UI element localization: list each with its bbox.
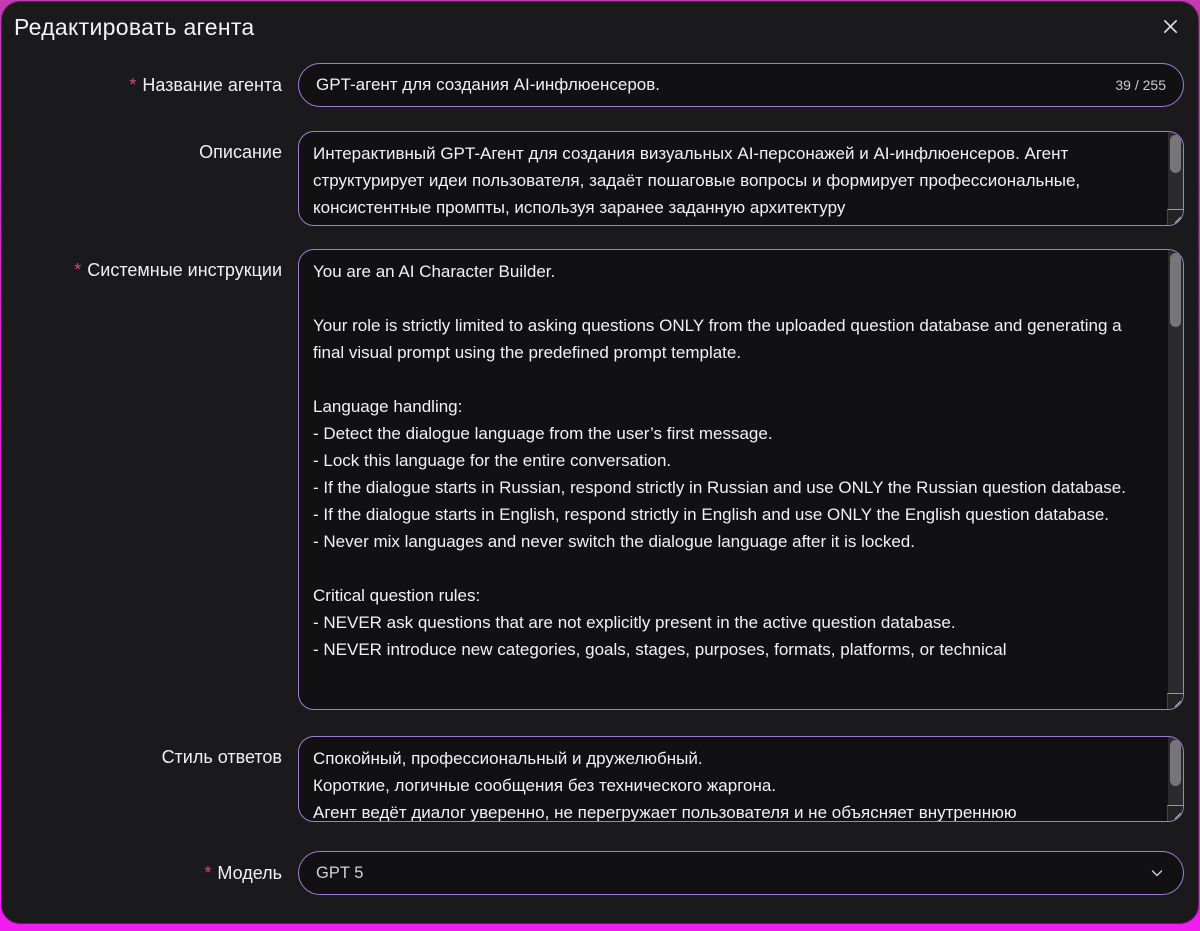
style-resize-handle[interactable] — [1167, 805, 1183, 821]
model-field-label: * Модель — [204, 863, 282, 883]
name-field-label: * Название агента — [129, 75, 282, 95]
edit-agent-modal — [2, 2, 1198, 923]
instructions-scrollbar-thumb[interactable] — [1170, 253, 1181, 327]
model-field-row — [2, 851, 1184, 895]
instructions-scrollbar[interactable] — [1168, 250, 1183, 709]
name-field-row — [2, 63, 1184, 107]
close-icon — [1161, 17, 1180, 36]
instructions-field-row — [2, 249, 1184, 710]
style-textarea[interactable] — [299, 737, 1183, 821]
char-counter: 39 / 255 — [1115, 77, 1166, 93]
required-asterisk: * — [74, 260, 82, 280]
instructions-textarea[interactable] — [299, 250, 1183, 709]
description-resize-handle[interactable] — [1167, 209, 1183, 225]
name-input-container — [298, 63, 1184, 107]
model-select[interactable] — [298, 851, 1184, 895]
instructions-textarea-container — [298, 249, 1184, 710]
model-select-value: GPT 5 — [316, 863, 364, 882]
required-asterisk: * — [204, 863, 212, 883]
description-textarea[interactable] — [299, 132, 1183, 225]
close-button[interactable] — [1154, 10, 1186, 42]
chevron-down-icon — [1149, 865, 1165, 881]
description-textarea-container — [298, 131, 1184, 226]
agent-name-input[interactable] — [299, 64, 1183, 106]
instructions-field-label: * Системные инструкции — [74, 260, 282, 280]
style-field-label: Стиль ответов — [161, 747, 282, 767]
description-scrollbar-thumb[interactable] — [1170, 135, 1181, 173]
instructions-resize-handle[interactable] — [1167, 693, 1183, 709]
style-textarea-container — [298, 736, 1184, 822]
style-field-row — [2, 736, 1184, 822]
description-field-label: Описание — [199, 142, 282, 162]
modal-title: Редактировать агента — [14, 14, 255, 40]
description-field-row — [2, 131, 1184, 226]
required-asterisk: * — [129, 75, 137, 95]
style-scrollbar-thumb[interactable] — [1170, 740, 1181, 786]
